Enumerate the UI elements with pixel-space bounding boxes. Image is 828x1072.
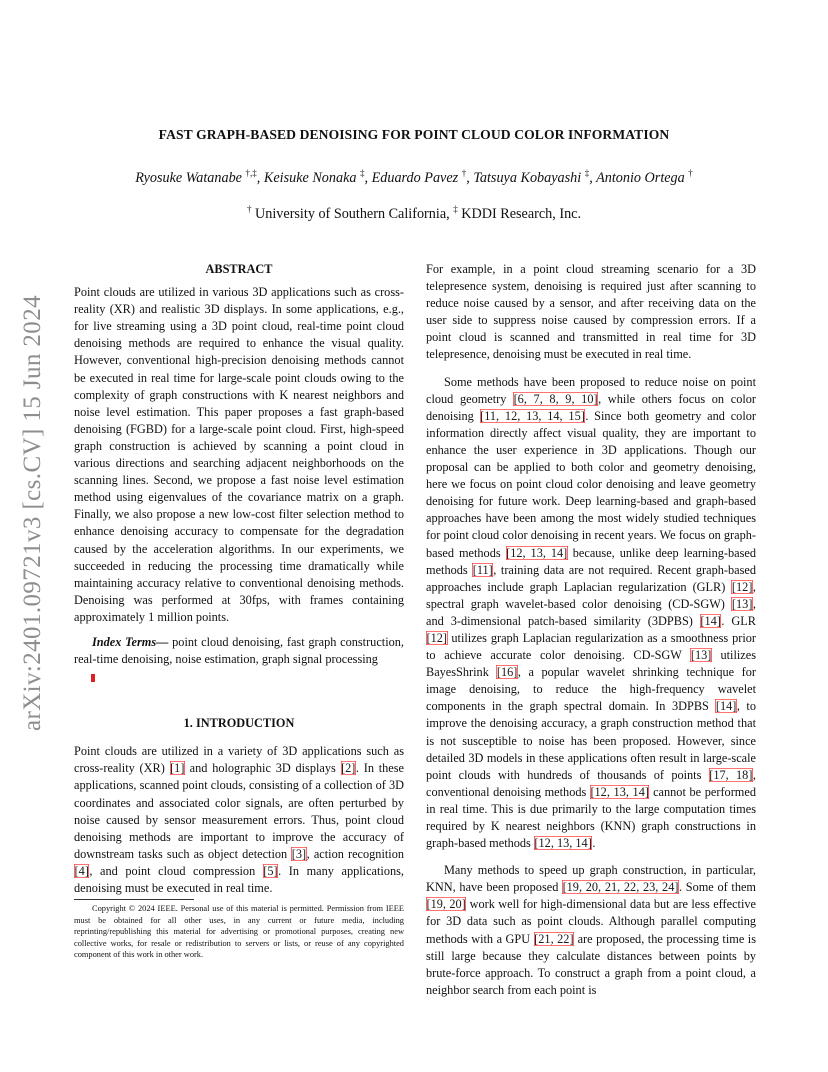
- author-affil-mark: ‡: [360, 168, 365, 178]
- citation-link[interactable]: [12, 13, 14]: [590, 784, 649, 799]
- citation-link[interactable]: [14]: [700, 613, 721, 628]
- affiliations: [70, 206, 758, 223]
- intro-paragraph-1-continued: [426, 261, 756, 364]
- body-text: , a popular wavelet shrinking technique for image denoising, to reduce the high-frequency wavelet components in the graph spectral domain. In 3DPBS: [426, 665, 757, 714]
- citation-link[interactable]: [13]: [731, 596, 753, 611]
- arxiv-id[interactable]: arXiv:2401.09721v3 [cs.CV] 15 Jun 2024: [19, 294, 46, 732]
- index-terms-text: point cloud denoising, fast graph construction, real-time denoising, noise estimation, graph signal processing: [74, 634, 404, 667]
- right-column: [426, 261, 756, 999]
- body-text: and holographic 3D displays: [184, 761, 341, 776]
- body-text: . GLR: [721, 613, 757, 628]
- body-text: cannot be performed in real time. This is due primarily to the large computation times required by K nearest neighbors (KNN) graph constructions in graph-based methods: [426, 784, 756, 851]
- citation-link[interactable]: [6, 7, 8, 9, 10]: [513, 391, 598, 406]
- affiliation: KDDI Research, Inc.: [461, 206, 582, 222]
- citation-link[interactable]: [12]: [426, 630, 447, 645]
- body-text: utilizes BayesShrink: [426, 648, 756, 680]
- citation-link[interactable]: [2]: [341, 761, 356, 776]
- intro-paragraph-2: [426, 374, 756, 853]
- body-text: . Some of them: [678, 880, 756, 895]
- copyright-footnote: [74, 903, 404, 961]
- body-text: , while others focus on color denoising: [426, 391, 756, 423]
- body-text: , conventional denoising methods: [426, 767, 756, 799]
- intro-heading: 1. INTRODUCTION: [183, 716, 295, 731]
- body-text: Many methods to speed up graph construction, in particular, KNN, have been proposed: [426, 863, 756, 895]
- body-text: because, unlike deep learning-based methods: [426, 545, 756, 577]
- intro-paragraph-1: [74, 743, 404, 897]
- body-text: , to improve the denoising accuracy, a graph construction method that is not susceptible to noise has been proposed. However, since detailed 3D models in these applications often result in large-scale point clouds with hundreds of thousands of points: [426, 699, 756, 782]
- author: Keisuke Nonaka: [263, 170, 357, 186]
- footnote-rule: [74, 899, 194, 900]
- body-text: . Since both geometry and color information directly affect visual quality, they are important to enhance the user experience in 3D applications. Though our proposal can be applied to both color and geometry denoising, here we focus on point cloud color denoising and leave geometry denoising for future work. Deep learning-based and graph-based approaches have been among the most widely studied techniques for point cloud color denoising in recent years. We focus on graph-based methods: [426, 408, 756, 560]
- author: Ryosuke Watanabe: [135, 170, 242, 186]
- body-text: are proposed, the processing time is still large because they calculate distances between points by brute-force approach. To construct a graph from a point cloud, a neighbor search from each point is: [426, 931, 757, 997]
- footnote-text: Copyright © 2024 IEEE. Personal use of this material is permitted. Permission from IEEE must be obtained for all other uses, in any current or future media, including reprinting/republishing this material for advertising or promotional purposes, creating new collective works, for resale or redistribution to servers or lists, or reuse of any copyrighted component of this work in other work.: [74, 904, 404, 960]
- intro-paragraph-3: [426, 862, 756, 999]
- citation-link[interactable]: [17, 18]: [709, 767, 753, 782]
- citation-link[interactable]: [5]: [263, 863, 278, 878]
- body-text: .: [592, 836, 596, 851]
- index-terms: [74, 634, 404, 668]
- citation-link[interactable]: [13]: [690, 648, 712, 663]
- citation-link[interactable]: [1]: [170, 761, 185, 776]
- body-text: , action recognition: [306, 846, 404, 861]
- author-list: Ryosuke Watanabe †,‡, Keisuke Nonaka ‡, Eduardo Pavez †, Tatsuya Kobayashi ‡, Antonio Ortega †: [135, 168, 693, 186]
- body-text: Point clouds are utilized in a variety of 3D applications such as cross-reality (XR): [74, 744, 404, 776]
- citation-link[interactable]: [12]: [731, 579, 753, 594]
- abstract-heading: ABSTRACT: [205, 262, 273, 276]
- link-marker[interactable]: [91, 674, 95, 682]
- citation-link[interactable]: [14]: [715, 699, 737, 714]
- citation-link[interactable]: [12, 13, 14]: [534, 836, 592, 851]
- paper-title: FAST GRAPH-BASED DENOISING FOR POINT CLOUD COLOR INFORMATION: [158, 127, 670, 142]
- author-affil-mark: †: [688, 168, 693, 178]
- affil-mark: ‡: [453, 204, 458, 214]
- body-text: work well for high-dimensional data but are less effective for 3D data such as point clouds. Although parallel computing methods with a GPU: [426, 897, 756, 946]
- author-affil-mark: ‡: [584, 168, 590, 178]
- body-text: For example, in a point cloud streaming scenario for a 3D telepresence system, denoising is required just after scanning to reduce noise caused by a sensor, and after receiving data on the user side to suppress noise caused by compression errors. If a point cloud is scanned and transmitted in real time for 3D telepresence, denoising must be executed in real time.: [426, 262, 756, 362]
- citation-link[interactable]: [19, 20, 21, 22, 23, 24]: [562, 880, 679, 895]
- citation-link[interactable]: [19, 20]: [426, 897, 466, 912]
- body-text: , spectral graph wavelet-based color denoising (CD-SGW): [426, 579, 756, 611]
- body-text: , and point cloud compression: [89, 863, 263, 878]
- citation-link[interactable]: [21, 22]: [534, 931, 574, 946]
- body-text: . In many applications, denoising must be executed in real time.: [74, 863, 404, 895]
- affil-mark: †: [246, 204, 252, 214]
- author: Tatsuya Kobayashi: [473, 170, 582, 186]
- author-affil-mark: †,‡: [245, 168, 257, 178]
- affiliation: University of Southern California,: [255, 206, 450, 222]
- author: Antonio Ortega: [596, 170, 685, 186]
- author: Eduardo Pavez: [371, 170, 459, 186]
- body-text: utilizes graph Laplacian regularization as a smoothness prior to achieve accurate color denoising. CD-SGW: [426, 630, 756, 663]
- author-affil-mark: †: [461, 168, 467, 178]
- arxiv-stamp[interactable]: [20, 288, 46, 738]
- abstract-text: Point clouds are utilized in various 3D applications such as cross-reality (XR) and realistic 3D displays. In some applications, e.g., for live streaming using a 3D point cloud, real-time point cloud denoising methods are required to enhance the visual quality. However, conventional high-precision denoising methods cannot be executed in real time for large-scale point clouds owing to the complexity of graph constructions with K nearest neighbors and noise level estimation. This paper proposes a fast graph-based denoising (FGBD) for a large-scale point cloud. First, high-speed graph construction is achieved by scanning a point cloud in various directions and searching adjacent neighborhoods on the scanning lines. Second, we propose a fast noise level estimation method using eigenvalues of the covariance matrix on a graph. Finally, we also propose a new low-cost filter selection method to enhance denoising accuracy to compensate for the degradation caused by the acceleration algorithms. In our experiments, we succeeded in reducing the processing time dramatically while maintaining accuracy relative to conventional denoising methods. Denoising was performed at 30fps, with frames containing approximately 1 million points.: [74, 285, 404, 624]
- citation-link[interactable]: [16]: [496, 665, 518, 680]
- index-terms-label: Index Terms—: [92, 634, 169, 649]
- citation-link[interactable]: [4]: [74, 863, 89, 878]
- citation-link[interactable]: [12, 13, 14]: [506, 545, 568, 560]
- body-text: . In these applications, scanned point clouds, consisting of a collection of 3D coordinates and associated color signals, are often perturbed by noise caused by sensor measurement errors. Thus, point cloud denoising methods are important to improve the accuracy of downstream tasks such as object detection: [74, 761, 405, 861]
- body-text: Some methods have been proposed to reduce noise on point cloud geometry: [426, 374, 756, 406]
- body-text: , and 3-dimensional patch-based similarity (3DPBS): [426, 596, 756, 628]
- citation-link[interactable]: [11]: [472, 562, 493, 577]
- body-text: , training data are not required. Recent graph-based approaches include graph Laplacian regularization (GLR): [426, 562, 756, 594]
- citation-link[interactable]: [11, 12, 13, 14, 15]: [480, 408, 585, 423]
- left-column: [74, 261, 404, 897]
- citation-link[interactable]: [3]: [291, 846, 307, 861]
